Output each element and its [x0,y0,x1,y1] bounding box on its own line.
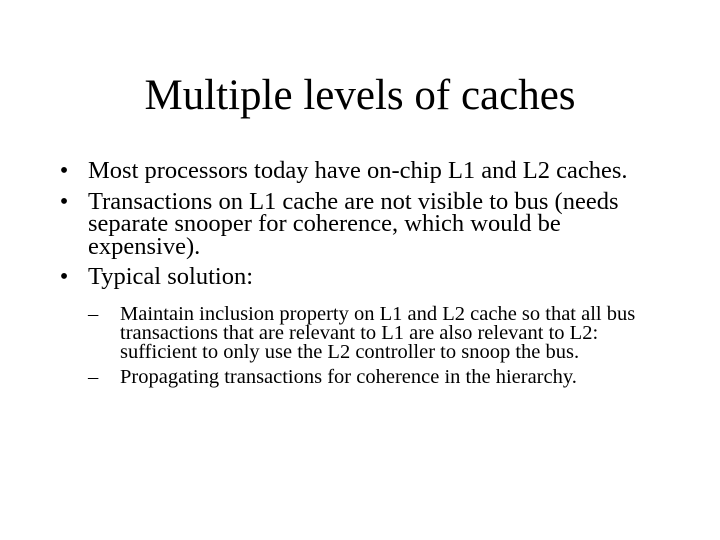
sub-item-text: Propagating transactions for coherence in the hierarchy. [120,365,577,388]
bullet-icon: • [59,157,69,184]
dash-icon: – [88,365,99,388]
bullet-list [54,157,674,395]
sub-item-text: Maintain inclusion property on L1 and L2 cache so that all bus transactions that are relevant to L1 are also relevant to L2: sufficient to only use the L2 controller to snoop the bus. [120,302,636,363]
slide-title: Multiple levels of caches [144,72,576,119]
bullet-icon: • [59,263,69,290]
sub-bullet-list [88,302,674,388]
bullet-text: Transactions on L1 cache are not visible to bus (needs separate snooper for coherence, which would be expensive). [88,187,619,260]
bullet-text: Typical solution: [88,263,254,290]
sub-item-inclusion-property [88,302,674,363]
bullet-item-typical-solution [54,263,674,388]
dash-icon: – [88,302,99,325]
bullet-text: Most processors today have on-chip L1 and L2 caches. [88,157,628,184]
bullet-item-l1-transactions [54,187,674,260]
sub-item-propagating-transactions [88,365,674,388]
bullet-item-on-chip-caches [54,157,674,184]
bullet-icon: • [59,187,69,215]
